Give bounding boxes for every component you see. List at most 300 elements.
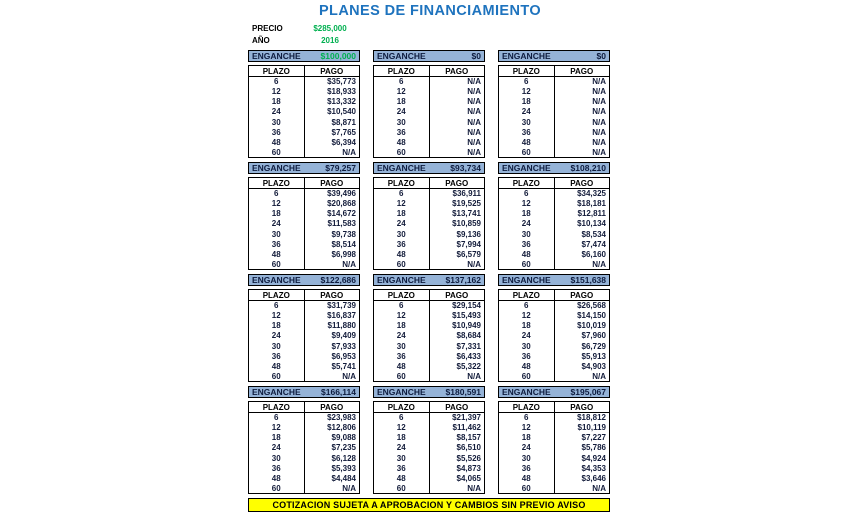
payment-row <box>374 443 485 453</box>
payment-row <box>499 453 610 463</box>
payment-row <box>374 229 485 239</box>
payment-table <box>248 401 360 494</box>
enganche-value: $0 <box>596 51 606 61</box>
plazo-cell: 60 <box>249 483 305 493</box>
payment-row <box>374 259 485 269</box>
plazo-cell: 18 <box>249 209 305 219</box>
plazo-cell: 24 <box>374 443 430 453</box>
plazo-cell: 60 <box>499 483 555 493</box>
enganche-value: $79,257 <box>325 163 356 173</box>
pago-cell: $6,729 <box>581 341 606 351</box>
payment-row <box>374 453 485 463</box>
payment-row <box>374 321 485 331</box>
pago-cell: $10,134 <box>577 219 606 229</box>
enganche-value: $137,162 <box>445 275 481 285</box>
pago-cell: $11,880 <box>327 321 356 331</box>
payment-row <box>374 117 485 127</box>
pago-cell: $3,646 <box>581 473 606 483</box>
payment-row <box>499 249 610 259</box>
payment-table-header-row <box>499 66 610 77</box>
payment-row <box>374 433 485 443</box>
payment-row <box>374 361 485 371</box>
plazo-column-header: PLAZO <box>374 402 430 413</box>
enganche-value: $195,067 <box>570 387 606 397</box>
plazo-cell: 12 <box>249 199 305 209</box>
pago-cell: $8,514 <box>331 239 356 249</box>
plazo-cell: 12 <box>499 423 555 433</box>
payment-row <box>499 147 610 157</box>
payment-row <box>374 127 485 137</box>
pago-cell: $6,579 <box>456 249 481 259</box>
pago-cell: $6,128 <box>331 453 356 463</box>
plazo-cell: 18 <box>249 433 305 443</box>
pago-cell: $9,409 <box>331 331 356 341</box>
pago-cell: N/A <box>467 107 481 117</box>
plazo-cell: 6 <box>499 189 555 199</box>
payment-row <box>374 87 485 97</box>
plazo-cell: 12 <box>374 199 430 209</box>
enganche-label: ENGANCHE <box>252 275 301 285</box>
pago-cell: $14,150 <box>577 311 606 321</box>
plazo-cell: 60 <box>499 259 555 269</box>
pago-cell: N/A <box>592 97 606 107</box>
plazo-column-header: PLAZO <box>249 402 305 413</box>
plazo-cell: 48 <box>499 473 555 483</box>
plazo-cell: 48 <box>249 361 305 371</box>
pago-column-header: PAGO <box>554 66 610 77</box>
notice-text: COTIZACION SUJETA A APROBACION Y CAMBIOS SIN PREVIO AVISO <box>272 500 586 510</box>
payment-table-header-row <box>249 66 360 77</box>
pago-cell: $7,765 <box>331 127 356 137</box>
enganche-header <box>498 162 610 174</box>
payment-table-header-row <box>249 402 360 413</box>
payment-row <box>249 137 360 147</box>
enganche-header <box>498 386 610 398</box>
payment-row <box>249 147 360 157</box>
precio-row <box>252 22 355 34</box>
payment-row <box>249 311 360 321</box>
enganche-value: $122,686 <box>320 275 356 285</box>
pago-column-header: PAGO <box>304 290 360 301</box>
payment-table-header-row <box>499 290 610 301</box>
plazo-cell: 30 <box>374 229 430 239</box>
pago-cell: $10,019 <box>577 321 606 331</box>
pago-cell: $14,672 <box>327 209 356 219</box>
financing-plan-4 <box>248 162 360 274</box>
enganche-label: ENGANCHE <box>377 163 426 173</box>
plazo-cell: 48 <box>249 473 305 483</box>
pago-cell: N/A <box>592 117 606 127</box>
enganche-value: $180,591 <box>445 387 481 397</box>
plazo-cell: 36 <box>499 463 555 473</box>
pago-cell: $11,462 <box>452 423 481 433</box>
payment-row <box>374 371 485 381</box>
plazo-cell: 30 <box>499 453 555 463</box>
payment-row <box>374 147 485 157</box>
pago-cell: $6,160 <box>581 249 606 259</box>
pago-cell: $9,088 <box>331 433 356 443</box>
enganche-header <box>248 274 360 286</box>
plazo-cell: 24 <box>249 331 305 341</box>
payment-row <box>499 219 610 229</box>
plazo-cell: 24 <box>374 219 430 229</box>
pago-cell: $4,065 <box>456 473 481 483</box>
pago-cell: $10,949 <box>452 321 481 331</box>
payment-row <box>499 433 610 443</box>
pago-cell: $13,741 <box>452 209 481 219</box>
payment-row <box>249 249 360 259</box>
enganche-header <box>373 274 485 286</box>
financing-plan-9 <box>498 274 610 386</box>
ano-value: 2016 <box>321 35 339 45</box>
payment-row <box>249 423 360 433</box>
payment-row <box>249 321 360 331</box>
price-info-block <box>252 22 355 46</box>
plazo-cell: 6 <box>374 189 430 199</box>
plazo-cell: 30 <box>499 341 555 351</box>
payment-row <box>499 137 610 147</box>
plazo-cell: 24 <box>374 107 430 117</box>
payment-table <box>498 401 610 494</box>
enganche-header <box>248 162 360 174</box>
payment-row <box>499 423 610 433</box>
pago-cell: N/A <box>467 483 481 493</box>
plazo-cell: 18 <box>499 321 555 331</box>
payment-row <box>249 413 360 423</box>
pago-cell: $12,806 <box>327 423 356 433</box>
payment-table <box>373 177 485 270</box>
payment-row <box>499 463 610 473</box>
plazo-column-header: PLAZO <box>249 66 305 77</box>
payment-row <box>499 107 610 117</box>
payment-row <box>499 483 610 493</box>
pago-cell: $36,911 <box>452 189 481 199</box>
plazo-cell: 12 <box>374 311 430 321</box>
enganche-header <box>498 274 610 286</box>
plazo-cell: 60 <box>374 259 430 269</box>
plazo-cell: 60 <box>374 147 430 157</box>
enganche-label: ENGANCHE <box>502 163 551 173</box>
payment-row <box>499 189 610 199</box>
payment-row <box>499 473 610 483</box>
pago-column-header: PAGO <box>429 66 485 77</box>
payment-row <box>249 127 360 137</box>
pago-cell: N/A <box>467 259 481 269</box>
payment-row <box>249 107 360 117</box>
plazo-cell: 6 <box>249 189 305 199</box>
pago-cell: $7,933 <box>331 341 356 351</box>
pago-cell: N/A <box>467 77 481 87</box>
pago-cell: N/A <box>592 371 606 381</box>
notice-bar <box>248 498 610 512</box>
plazo-cell: 18 <box>374 209 430 219</box>
plazo-cell: 18 <box>374 433 430 443</box>
payment-row <box>374 189 485 199</box>
plazo-column-header: PLAZO <box>374 66 430 77</box>
payment-table-header-row <box>374 66 485 77</box>
enganche-value: $166,114 <box>321 387 356 397</box>
financing-plan-1 <box>248 50 360 162</box>
payment-row <box>374 351 485 361</box>
payment-row <box>249 453 360 463</box>
payment-row <box>499 97 610 107</box>
pago-column-header: PAGO <box>304 178 360 189</box>
plazo-cell: 60 <box>374 371 430 381</box>
payment-table-header-row <box>249 178 360 189</box>
plazo-cell: 30 <box>249 453 305 463</box>
plazo-cell: 24 <box>249 219 305 229</box>
payment-row <box>249 229 360 239</box>
pago-cell: $11,583 <box>327 219 356 229</box>
payment-row <box>249 239 360 249</box>
pago-cell: $10,540 <box>327 107 356 117</box>
pago-cell: $18,812 <box>577 413 606 423</box>
plazo-cell: 36 <box>249 351 305 361</box>
plazo-cell: 36 <box>499 127 555 137</box>
payment-table-header-row <box>249 290 360 301</box>
plazo-cell: 6 <box>499 301 555 311</box>
enganche-header <box>373 386 485 398</box>
plazo-cell: 6 <box>499 77 555 87</box>
plazo-cell: 18 <box>374 321 430 331</box>
precio-label: PRECIO <box>252 23 283 33</box>
payment-row <box>374 239 485 249</box>
pago-cell: $6,998 <box>331 249 356 259</box>
pago-cell: $5,786 <box>581 443 606 453</box>
plazo-cell: 30 <box>499 229 555 239</box>
plazo-cell: 48 <box>499 361 555 371</box>
pago-cell: $7,474 <box>581 239 606 249</box>
payment-row <box>249 473 360 483</box>
plazo-cell: 6 <box>374 413 430 423</box>
payment-row <box>499 331 610 341</box>
pago-cell: $7,331 <box>456 341 481 351</box>
pago-cell: $19,525 <box>452 199 481 209</box>
payment-table-header-row <box>499 178 610 189</box>
payment-row <box>249 463 360 473</box>
plazo-cell: 6 <box>374 301 430 311</box>
payment-table <box>248 289 360 382</box>
pago-cell: $5,913 <box>581 351 606 361</box>
plazo-cell: 12 <box>249 87 305 97</box>
plazo-cell: 60 <box>499 147 555 157</box>
payment-row <box>374 137 485 147</box>
pago-cell: $7,960 <box>581 331 606 341</box>
pago-cell: N/A <box>592 127 606 137</box>
payment-table <box>373 65 485 158</box>
payment-row <box>249 433 360 443</box>
pago-cell: $7,994 <box>456 239 481 249</box>
payment-row <box>249 117 360 127</box>
payment-row <box>374 199 485 209</box>
plazo-cell: 36 <box>499 239 555 249</box>
payment-row <box>374 331 485 341</box>
payment-row <box>374 473 485 483</box>
payment-row <box>499 87 610 97</box>
payment-row <box>249 259 360 269</box>
payment-row <box>249 483 360 493</box>
plazo-cell: 48 <box>374 361 430 371</box>
pago-cell: $31,739 <box>327 301 356 311</box>
pago-column-header: PAGO <box>304 402 360 413</box>
pago-cell: $6,510 <box>456 443 481 453</box>
pago-cell: $39,496 <box>327 189 356 199</box>
plazo-cell: 48 <box>374 249 430 259</box>
pago-cell: $10,119 <box>577 423 606 433</box>
pago-cell: $34,325 <box>577 189 606 199</box>
payment-row <box>499 239 610 249</box>
payment-row <box>499 443 610 453</box>
enganche-value: $100,000 <box>320 51 356 61</box>
pago-cell: $4,873 <box>456 463 481 473</box>
plazo-cell: 12 <box>499 87 555 97</box>
pago-cell: $4,924 <box>581 453 606 463</box>
pago-cell: $29,154 <box>452 301 481 311</box>
financing-plan-11 <box>373 386 485 498</box>
plazo-cell: 18 <box>499 433 555 443</box>
plazo-cell: 6 <box>499 413 555 423</box>
pago-cell: $13,332 <box>327 97 356 107</box>
pago-cell: $26,568 <box>577 301 606 311</box>
plazo-cell: 36 <box>374 463 430 473</box>
plazo-cell: 60 <box>249 259 305 269</box>
plazo-cell: 24 <box>499 107 555 117</box>
payment-row <box>499 127 610 137</box>
plazo-cell: 36 <box>499 351 555 361</box>
pago-cell: N/A <box>467 97 481 107</box>
plazo-cell: 48 <box>499 249 555 259</box>
pago-cell: $6,433 <box>456 351 481 361</box>
pago-cell: N/A <box>342 371 356 381</box>
plazo-cell: 48 <box>249 137 305 147</box>
plazo-cell: 24 <box>249 443 305 453</box>
enganche-value: $93,734 <box>450 163 481 173</box>
payment-table-header-row <box>374 290 485 301</box>
payment-row <box>249 331 360 341</box>
plazo-cell: 36 <box>374 239 430 249</box>
financing-plan-8 <box>373 274 485 386</box>
pago-cell: $8,534 <box>581 229 606 239</box>
payment-row <box>374 423 485 433</box>
plazo-cell: 6 <box>249 413 305 423</box>
pago-cell: N/A <box>467 147 481 157</box>
pago-cell: $9,738 <box>331 229 356 239</box>
plazo-column-header: PLAZO <box>374 178 430 189</box>
enganche-label: ENGANCHE <box>252 387 301 397</box>
financing-plan-5 <box>373 162 485 274</box>
pago-column-header: PAGO <box>304 66 360 77</box>
plazo-cell: 48 <box>499 137 555 147</box>
plazo-cell: 18 <box>249 97 305 107</box>
pago-cell: $21,397 <box>452 413 481 423</box>
payment-row <box>374 341 485 351</box>
plazo-cell: 36 <box>249 463 305 473</box>
pago-cell: N/A <box>592 483 606 493</box>
pago-cell: $5,741 <box>331 361 356 371</box>
payment-row <box>374 483 485 493</box>
payment-row <box>374 311 485 321</box>
pago-cell: $6,394 <box>331 137 356 147</box>
payment-row <box>499 301 610 311</box>
plazo-cell: 36 <box>374 351 430 361</box>
payment-row <box>249 199 360 209</box>
enganche-label: ENGANCHE <box>377 387 426 397</box>
pago-cell: $20,868 <box>327 199 356 209</box>
payment-table <box>248 65 360 158</box>
enganche-label: ENGANCHE <box>502 51 551 61</box>
pago-column-header: PAGO <box>429 178 485 189</box>
pago-column-header: PAGO <box>554 402 610 413</box>
pago-cell: $16,837 <box>327 311 356 321</box>
pago-cell: $7,227 <box>581 433 606 443</box>
plazo-cell: 30 <box>499 117 555 127</box>
payment-row <box>499 209 610 219</box>
plazo-cell: 48 <box>249 249 305 259</box>
pago-cell: N/A <box>467 127 481 137</box>
enganche-value: $0 <box>471 51 481 61</box>
plazo-column-header: PLAZO <box>499 178 555 189</box>
plazo-cell: 60 <box>499 371 555 381</box>
payment-row <box>499 77 610 87</box>
plazo-cell: 60 <box>249 371 305 381</box>
plazo-column-header: PLAZO <box>499 402 555 413</box>
plazo-cell: 6 <box>374 77 430 87</box>
pago-column-header: PAGO <box>554 290 610 301</box>
plazo-cell: 18 <box>499 97 555 107</box>
financing-plan-7 <box>248 274 360 386</box>
pago-cell: $4,903 <box>581 361 606 371</box>
pago-cell: $5,526 <box>456 453 481 463</box>
pago-cell: $5,322 <box>456 361 481 371</box>
pago-cell: $23,983 <box>327 413 356 423</box>
ano-row <box>252 34 355 46</box>
pago-cell: $8,684 <box>456 331 481 341</box>
pago-cell: $8,157 <box>456 433 481 443</box>
payment-table-header-row <box>499 402 610 413</box>
plazo-cell: 36 <box>249 239 305 249</box>
payment-row <box>249 97 360 107</box>
enganche-label: ENGANCHE <box>377 275 426 285</box>
plazo-cell: 30 <box>249 117 305 127</box>
plazo-cell: 24 <box>499 331 555 341</box>
plazo-cell: 24 <box>499 219 555 229</box>
plazo-cell: 30 <box>249 341 305 351</box>
pago-cell: $6,953 <box>331 351 356 361</box>
payment-row <box>249 209 360 219</box>
plazo-cell: 12 <box>499 311 555 321</box>
payment-row <box>499 351 610 361</box>
payment-row <box>249 189 360 199</box>
plazo-cell: 30 <box>374 117 430 127</box>
plazo-cell: 12 <box>249 311 305 321</box>
pago-column-header: PAGO <box>429 402 485 413</box>
plazo-cell: 48 <box>374 137 430 147</box>
pago-cell: N/A <box>342 259 356 269</box>
pago-cell: N/A <box>467 137 481 147</box>
plazo-cell: 12 <box>374 423 430 433</box>
plazo-cell: 6 <box>249 301 305 311</box>
payment-row <box>499 341 610 351</box>
payment-table <box>498 289 610 382</box>
enganche-label: ENGANCHE <box>377 51 426 61</box>
payment-row <box>499 361 610 371</box>
payment-row <box>249 371 360 381</box>
payment-table <box>248 177 360 270</box>
financing-plan-12 <box>498 386 610 498</box>
plazo-cell: 60 <box>249 147 305 157</box>
payment-row <box>249 341 360 351</box>
financing-plan-3 <box>498 50 610 162</box>
